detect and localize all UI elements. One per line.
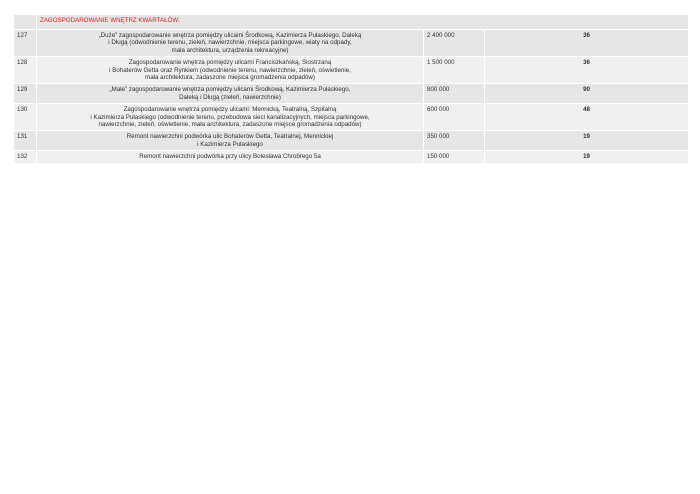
table-header-row: [14, 15, 689, 30]
row-description: [37, 57, 424, 84]
row-number: 131: [14, 131, 37, 151]
section-title: ZAGOSPODAROWANIE WNĘTRZ KWARTAŁÓW:: [37, 15, 689, 30]
row-description: [37, 104, 424, 131]
description-line: Remont nawierzchni podwórka ulic Bohaterów Getta, Teatralnej, Mennickiej: [126, 133, 334, 141]
row-cost: 350 000: [424, 131, 485, 151]
table-body: [14, 15, 689, 164]
table-row: [14, 30, 689, 57]
description-line: i Kazimierza Pułaskiego (odwodnienie terenu, przebudowa sieci kanalizacyjnych, miejsca parkingowe,: [90, 113, 370, 121]
description-line: mała architektura, urządzenia rekreacyjne): [171, 46, 289, 54]
description-line: Remont nawierzchni podwórka przy ulicy Bolesława Chrobrego 5a: [139, 153, 321, 161]
row-score: 36: [485, 57, 689, 84]
row-description: [37, 84, 424, 104]
description-line: Daleką i Długą (zieleń, nawierzchnie): [179, 93, 281, 101]
row-description: [37, 131, 424, 151]
table-row: [14, 131, 689, 151]
table-row: [14, 104, 689, 131]
table-row: [14, 151, 689, 163]
row-score: 19: [485, 131, 689, 151]
description-line: Zagospodarowanie wnętrza pomiędzy ulicami Franciszkańską, Siostrzaną: [128, 59, 332, 67]
row-cost: 600 000: [424, 104, 485, 131]
row-score: 36: [485, 30, 689, 57]
description-line: i Długą (odwodnienie terenu, zieleń, nawierzchnie, miejsca parkingowe, wiaty na odpady,: [108, 39, 352, 47]
description-line: mała architektura, zadaszone miejsca gromadzenia odpadów): [145, 74, 315, 82]
description-line: „Duże” zagospodarowanie wnętrza pomiędzy ulicami Środkową, Kazimierza Pułaskiego, Daleką: [98, 32, 362, 39]
row-description: [37, 151, 424, 163]
row-cost: 1 500 000: [424, 57, 485, 84]
row-score: 90: [485, 84, 689, 104]
row-description: [37, 30, 424, 57]
row-number: 130: [14, 104, 37, 131]
description-line: nawierzchnie, zieleń, oświetlenie, mała architektura, zadaszone miejsce gromadzenia odpadów): [98, 121, 362, 129]
table-row: [14, 84, 689, 104]
header-blank-cell: [14, 15, 37, 30]
table-row: [14, 57, 689, 84]
row-cost: 2 400 000: [424, 30, 485, 57]
row-score: 48: [485, 104, 689, 131]
row-score: 19: [485, 151, 689, 163]
description-line: Zagospodarowanie wnętrza pomiędzy ulicami: Mennicką, Teatralną, Szpitalną: [123, 106, 337, 114]
description-line: „Małe” zagospodarowanie wnętrza pomiędzy ulicami Środkową, Kazimierza Pułaskiego,: [109, 86, 351, 94]
row-number: 127: [14, 30, 37, 57]
row-number: 132: [14, 151, 37, 163]
investment-table: [13, 14, 689, 164]
row-number: 129: [14, 84, 37, 104]
row-number: 128: [14, 57, 37, 84]
row-cost: 150 000: [424, 151, 485, 163]
description-line: i Kazimierza Pułaskiego: [197, 140, 263, 148]
description-line: i Bohaterów Getta oraz Rynkiem (odwodnienie terenu, nawierzchnie, zieleń, oświetlenie,: [109, 66, 351, 74]
row-cost: 800 000: [424, 84, 485, 104]
